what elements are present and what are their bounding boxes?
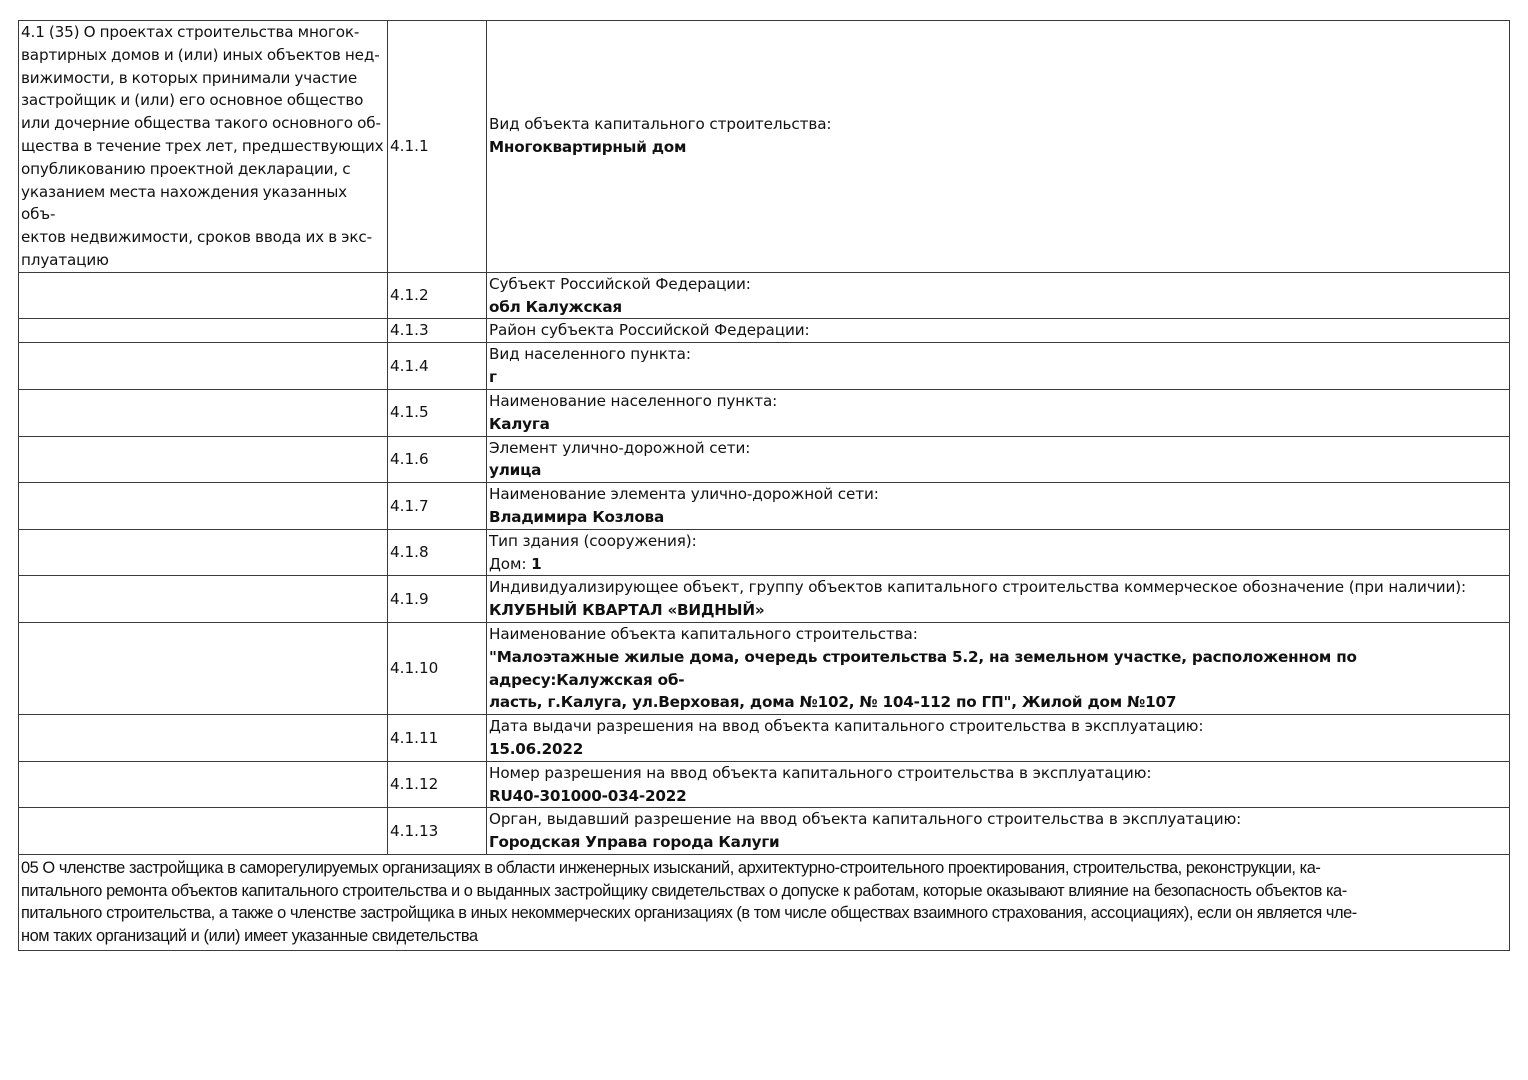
field-value: Городская Управа города Калуги [489, 833, 780, 852]
empty-cell [19, 483, 388, 530]
row-content [487, 319, 1510, 343]
section-title-line: вартирных домов и (или) иных объектов нед- [21, 45, 380, 64]
row-code: 4.1.12 [388, 761, 487, 808]
row-content [487, 808, 1510, 855]
row-code: 4.1.10 [388, 622, 487, 714]
table-row [19, 389, 1510, 436]
section-4-1-title-cell [19, 21, 388, 273]
table-row [19, 21, 1510, 273]
row-code: 4.1.6 [388, 436, 487, 483]
row-code: 4.1.13 [388, 808, 487, 855]
field-label: Район субъекта Российской Федерации: [489, 321, 810, 340]
empty-cell [19, 436, 388, 483]
section-title-line: указанием места нахождения указанных объ- [21, 182, 348, 224]
empty-cell [19, 389, 388, 436]
row-content [487, 389, 1510, 436]
empty-cell [19, 529, 388, 576]
field-value: г [489, 368, 497, 387]
section-title-line: плуатацию [21, 250, 109, 269]
field-value: Многоквартирный дом [489, 137, 687, 156]
empty-cell [19, 808, 388, 855]
table-row [19, 576, 1510, 623]
field-value-prefix: Дом: [489, 554, 527, 573]
table-row [19, 436, 1510, 483]
row-code: 4.1.1 [388, 21, 487, 273]
table-row [19, 622, 1510, 714]
row-content [487, 343, 1510, 390]
section-05-line: 05 О членстве застройщика в саморегулируемых организациях в области инженерных изысканий, архитектурно-строительного проектирования, строительства, реконструкции, ка- [21, 858, 1321, 877]
field-label: Вид объекта капитального строительства: [489, 115, 832, 133]
field-label: Индивидуализирующее объект, группу объектов капитального строительства коммерческое обозначение (при наличии): [489, 578, 1467, 597]
field-value: 1 [531, 554, 542, 573]
row-code: 4.1.5 [388, 389, 487, 436]
section-title-line: или дочерние общества такого основного об- [21, 114, 381, 133]
field-value-line: "Малоэтажные жилые дома, очередь строительства 5.2, на земельном участке, расположенном по адресу:Калужская об- [489, 647, 1357, 689]
table-row [19, 343, 1510, 390]
section-title-line: щества в течение трех лет, предшествующих [21, 136, 384, 155]
empty-cell [19, 576, 388, 623]
field-value-line: ласть, г.Калуга, ул.Верховая, дома №102, № 104-112 по ГП", Жилой дом №107 [489, 693, 1177, 712]
table-row [19, 319, 1510, 343]
section-title-line: ектов недвижимости, сроков ввода их в экс- [21, 228, 372, 247]
table-row [19, 715, 1510, 762]
row-code: 4.1.3 [388, 319, 487, 343]
field-label: Наименование объекта капитального строительства: [489, 624, 918, 643]
row-code: 4.1.2 [388, 272, 487, 319]
row-code: 4.1.8 [388, 529, 487, 576]
field-value-line [489, 553, 1507, 576]
row-code: 4.1.11 [388, 715, 487, 762]
row-code: 4.1.7 [388, 483, 487, 530]
section-title-line: 4.1 (35) О проектах строительства многок- [21, 23, 360, 41]
field-value: Владимира Козлова [489, 507, 665, 526]
table-row [19, 272, 1510, 319]
field-value: обл Калужская [489, 297, 622, 316]
field-label: Тип здания (сооружения): [489, 531, 697, 550]
table-row [19, 529, 1510, 576]
empty-cell [19, 761, 388, 808]
section-05-line: питального строительства, а также о членстве застройщика в иных некоммерческих организациях (в том числе обществах взаимного страхования, ассоциациях), если он является чле- [21, 904, 1357, 923]
section-05-cell [19, 854, 1510, 950]
table-row [19, 483, 1510, 530]
empty-cell [19, 715, 388, 762]
field-label: Элемент улично-дорожной сети: [489, 438, 751, 457]
row-content [487, 715, 1510, 762]
row-content [487, 21, 1510, 273]
declaration-table [18, 20, 1510, 951]
row-content [487, 529, 1510, 576]
empty-cell [19, 272, 388, 319]
section-05-row [19, 854, 1510, 950]
field-value: КЛУБНЫЙ КВАРТАЛ «ВИДНЫЙ» [489, 601, 765, 620]
table-row [19, 761, 1510, 808]
row-content [487, 483, 1510, 530]
field-label: Орган, выдавший разрешение на ввод объекта капитального строительства в эксплуатацию: [489, 810, 1242, 829]
field-value: 15.06.2022 [489, 739, 584, 758]
field-value: Калуга [489, 414, 550, 433]
field-label: Наименование элемента улично-дорожной сети: [489, 485, 879, 504]
field-label: Дата выдачи разрешения на ввод объекта капитального строительства в эксплуатацию: [489, 717, 1204, 736]
section-title-line: вижимости, в которых принимали участие [21, 68, 358, 87]
row-content [487, 272, 1510, 319]
field-label: Вид населенного пункта: [489, 345, 691, 364]
section-05-line: ном таких организаций и (или) имеет указанные свидетельства [21, 927, 478, 946]
empty-cell [19, 343, 388, 390]
row-code: 4.1.9 [388, 576, 487, 623]
row-content [487, 761, 1510, 808]
section-title-line: опубликованию проектной декларации, с [21, 159, 351, 178]
row-code: 4.1.4 [388, 343, 487, 390]
empty-cell [19, 622, 388, 714]
field-label: Субъект Российской Федерации: [489, 274, 751, 293]
row-content [487, 436, 1510, 483]
row-content [487, 576, 1510, 623]
row-content [487, 622, 1510, 714]
field-label: Наименование населенного пункта: [489, 391, 778, 410]
field-value: улица [489, 461, 542, 480]
field-label: Номер разрешения на ввод объекта капитального строительства в эксплуатацию: [489, 763, 1152, 782]
section-title-line: застройщик и (или) его основное общество [21, 91, 364, 110]
field-value: RU40-301000-034-2022 [489, 786, 687, 805]
section-05-line: питального ремонта объектов капитального строительства и о выданных застройщику свидетельствах о допуске к работам, которые оказывают влияние на безопасность объектов ка- [21, 881, 1347, 900]
empty-cell [19, 319, 388, 343]
table-row [19, 808, 1510, 855]
